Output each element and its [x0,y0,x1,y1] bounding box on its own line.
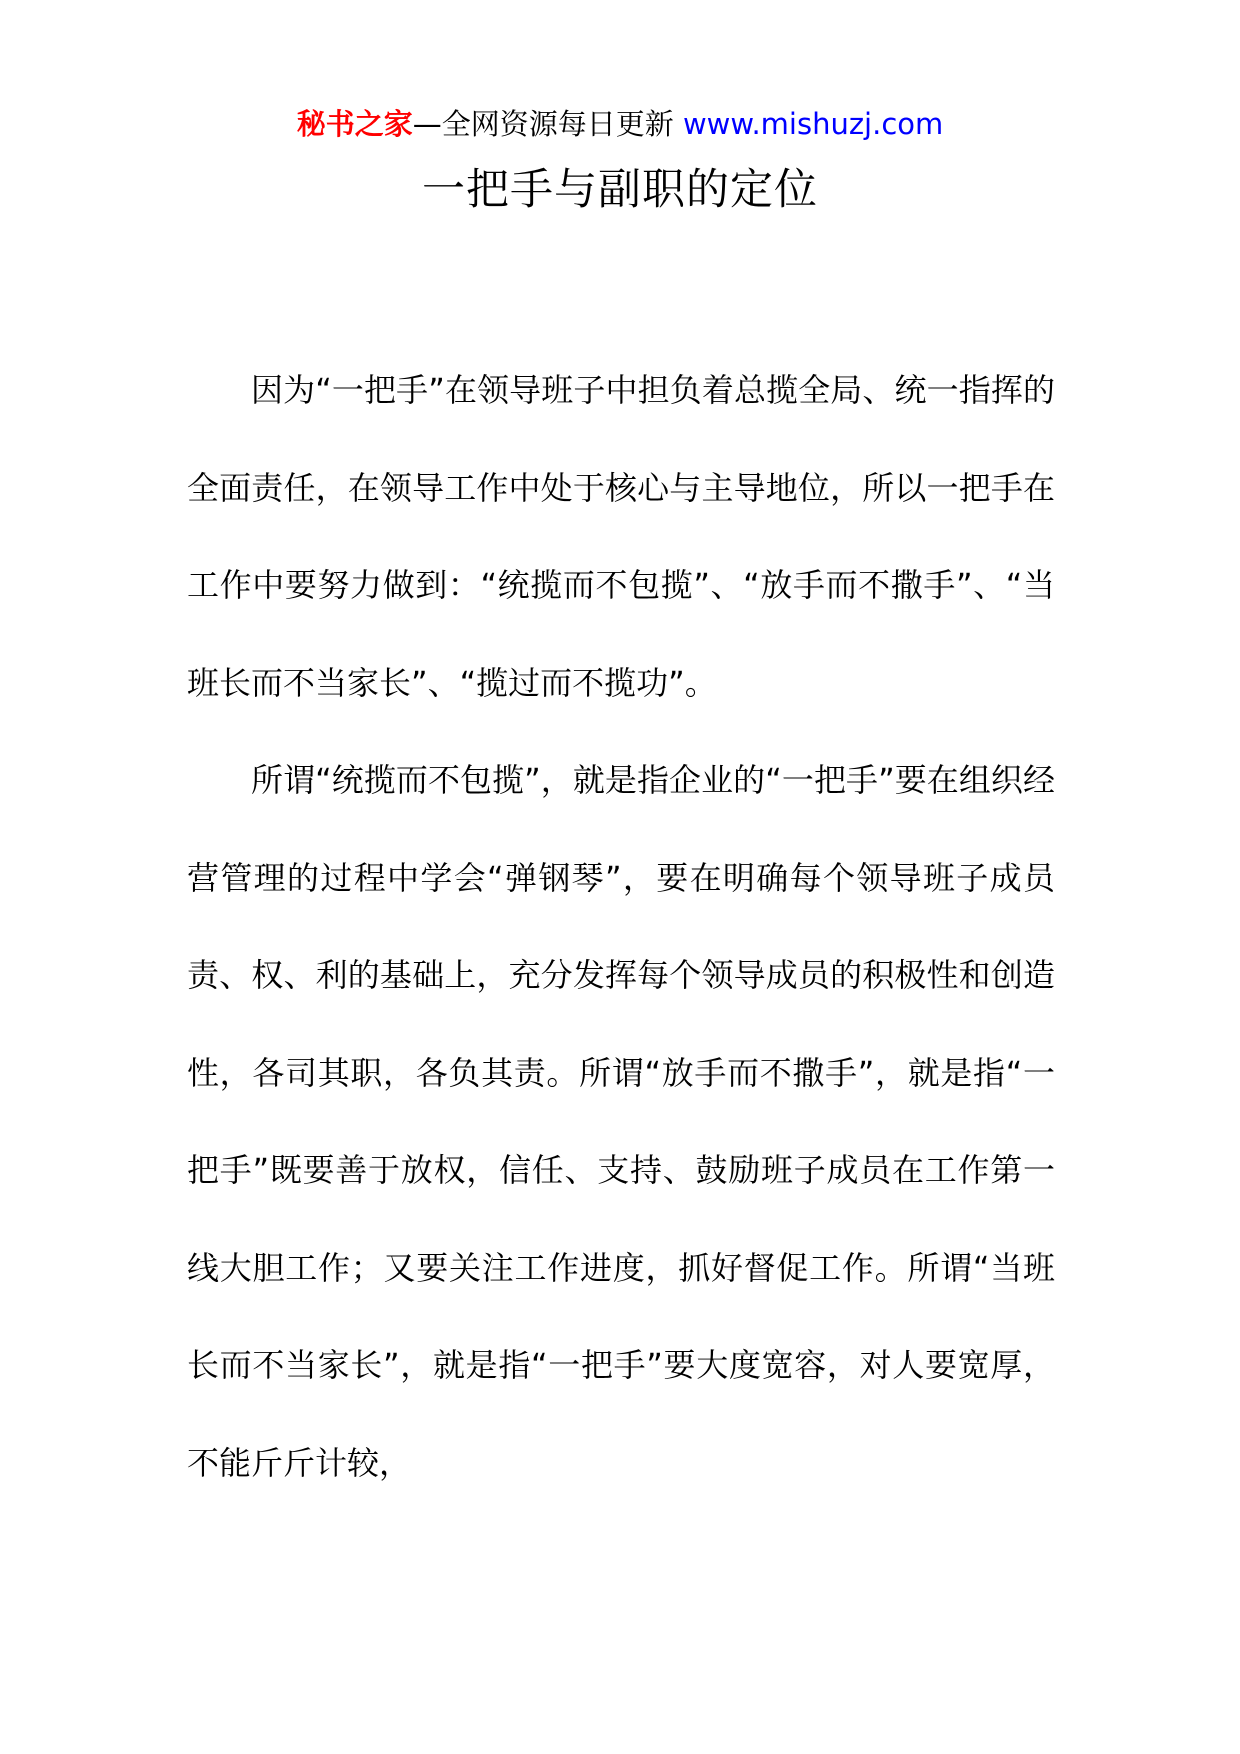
paragraph-1: 因为“一把手”在领导班子中担负着总揽全局、统一指挥的全面责任，在领导工作中处于核心与主导地位，所以一把手在工作中要努力做到：“统揽而不包揽”、“放手而不撒手”、“当班长而不当家长”、“揽过而不揽功”。 [187,371,1055,702]
document-title: 一把手与副职的定位 [422,165,818,215]
site-url-link[interactable]: www.mishuzj.com [682,107,944,141]
brand-name: 秘书之家 [296,107,413,141]
site-header [0,104,1240,144]
paragraph-2: 所谓“统揽而不包揽”，就是指企业的“一把手”要在组织经营管理的过程中学会“弹钢琴”，要在明确每个领导班子成员责、权、利的基础上，充分发挥每个领导成员的积极性和创造性，各司其职，各负其责。所谓“放手而不撒手”，就是指“一把手”既要善于放权，信任、支持、鼓励班子成员在工作第一线大胆工作；又要关注工作进度，抓好督促工作。所谓“当班长而不当家长”，就是指“一把手”要大度宽容，对人要宽厚，不能斤斤计较， [187,761,1055,1482]
document-body [187,342,1055,1512]
header-tagline: —全网资源每日更新 [412,107,683,141]
